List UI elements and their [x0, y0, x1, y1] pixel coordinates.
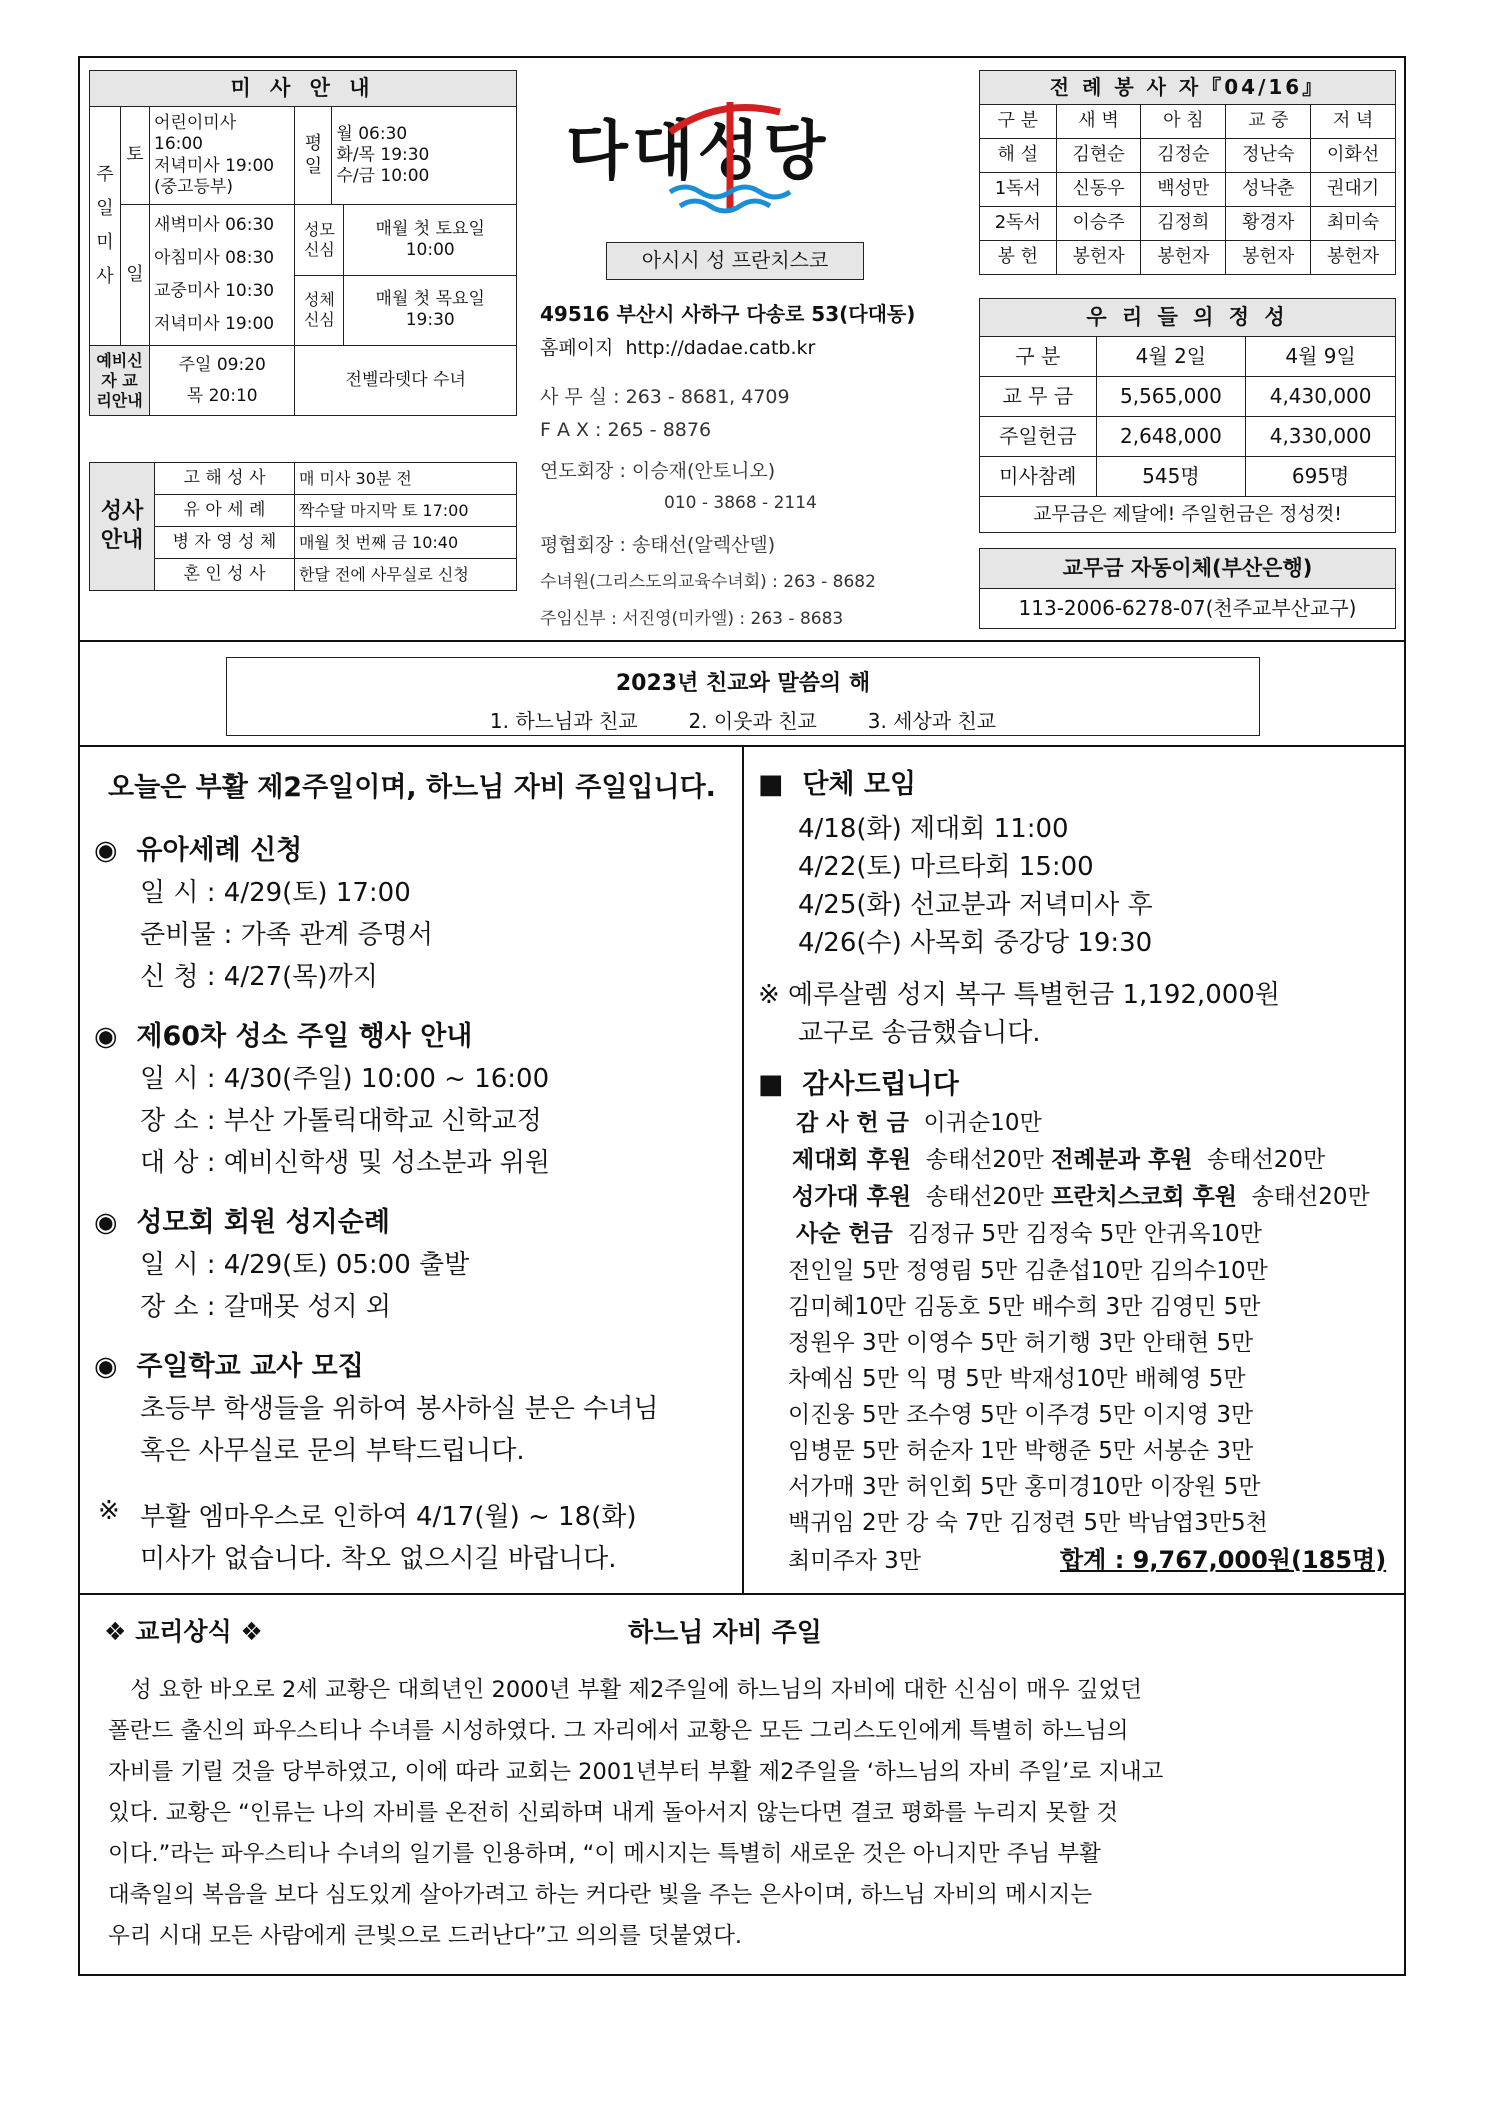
group-item: 4/25(화) 선교분과 저녁미사 후 — [798, 890, 1153, 920]
donor-line: 전인일 5만 정영림 5만 김춘섭10만 김의수10만 — [788, 1258, 1268, 1284]
servers-title: 전 례 봉 사 자『04/16』 — [980, 71, 1396, 105]
sunday-label: 일 — [121, 205, 150, 346]
year-theme-items: 1. 하느님과 친교 2. 이웃과 친교 3. 세상과 친교 — [489, 709, 997, 733]
offerings-header: 4월 9일 — [1246, 337, 1396, 377]
servers-header: 교 중 — [1226, 105, 1311, 139]
group-item: 4/26(수) 사목회 중강당 19:30 — [798, 928, 1153, 958]
mass-info-table — [89, 70, 517, 416]
thanks-row: 감 사 헌 금 이귀순10만 — [796, 1110, 1042, 1136]
convent: 수녀원(그리스도의교육수녀회) : 263 - 8682 — [540, 572, 876, 592]
church-name: 다대성당 — [566, 115, 830, 189]
note-line: 부활 엠마우스로 인하여 4/17(월) ~ 18(화) — [140, 1502, 637, 1532]
servers-header: 저 녁 — [1311, 105, 1396, 139]
patron-saint: 아시시 성 프란치스코 — [606, 242, 864, 280]
catechism-times: 주일 09:20 목 20:10 — [150, 346, 295, 416]
bottom-line: 이다.”라는 파우스티나 수녀의 일기를 인용하며, “이 메시지는 특별히 새로운 것은 아니지만 주님 부활 — [108, 1841, 1101, 1867]
donor-line: 차예심 5만 익 명 5만 박재성10만 배혜영 5만 — [788, 1366, 1246, 1392]
section-line: 대 상 : 예비신학생 및 성소분과 위원 — [140, 1148, 550, 1178]
section-line: 일 시 : 4/29(토) 05:00 출발 — [140, 1250, 470, 1280]
memorial-phone: 010 - 3868 - 2114 — [664, 493, 817, 513]
table-row: 해 설 김현순 김정순 정난숙 이화선 — [980, 139, 1396, 173]
donor-line: 김미혜10만 김동호 5만 배수희 3만 김영민 5만 — [788, 1294, 1261, 1320]
thanks-row: 사순 헌금 김정규 5만 김정숙 5만 안귀옥10만 — [796, 1221, 1262, 1247]
donor-line: 정원우 3만 이영수 5만 허기행 3만 안태현 5만 — [788, 1330, 1254, 1356]
sacrament-time: 매 미사 30분 전 — [294, 463, 516, 495]
table-row: 교 무 금 5,565,000 4,430,000 — [980, 377, 1396, 417]
donor-line: 최미주자 3만 — [788, 1548, 922, 1574]
catechism-label: 예비신자 교리안내 — [90, 346, 150, 416]
sacraments-label: 성사안내 — [90, 463, 155, 591]
donor-line: 백귀임 2만 강 숙 7만 김정련 5만 박남엽3만5천 — [788, 1510, 1268, 1536]
autopay-account: 113-2006-6278-07(천주교부산교구) — [980, 589, 1396, 629]
sacrament-time: 짝수달 마지막 토 17:00 — [294, 495, 516, 527]
servers-table — [979, 70, 1396, 275]
council-head: 평협회장 : 송태선(알렉산델) — [540, 534, 776, 556]
bottom-line: 폴란드 출신의 파우스티나 수녀를 시성하였다. 그 자리에서 교황은 모든 그리스도인에게 특별히 하느님의 — [108, 1718, 1129, 1744]
sacrament-name: 병 자 영 성 체 — [155, 527, 295, 559]
mass-info-title: 미 사 안 내 — [90, 71, 517, 107]
servers-header: 아 침 — [1141, 105, 1226, 139]
sunday-mass-label: 주일미사 — [90, 107, 121, 346]
note-mark: ※ — [98, 1496, 120, 1526]
year-theme-box — [226, 657, 1260, 736]
catechism-teacher: 전벨라뎃다 수녀 — [295, 346, 517, 416]
bottom-line: 대축일의 복음을 보다 심도있게 살아가려고 하는 커다란 빛을 주는 은사이며, 하느님 자비의 메시지는 — [108, 1882, 1093, 1908]
bottom-label: ❖ 교리상식 ❖ — [104, 1617, 263, 1646]
offerings-header: 구 분 — [980, 337, 1097, 377]
weekday-label: 평일 — [295, 107, 332, 205]
section-line: 신 청 : 4/27(목)까지 — [140, 962, 378, 992]
servers-header: 새 벽 — [1056, 105, 1141, 139]
pastor: 주임신부 : 서진영(미카엘) : 263 - 8683 — [540, 609, 844, 629]
sacrament-time: 매월 첫 번째 금 10:40 — [294, 527, 516, 559]
donor-line: 서가매 3만 허인회 5만 홍미경10만 이장원 5만 — [788, 1474, 1261, 1500]
section-title: ◉ 성모회 회원 성지순례 — [94, 1207, 390, 1238]
sacred-body-label: 성체신심 — [295, 275, 344, 345]
section-title: ◉ 주일학교 교사 모집 — [94, 1351, 364, 1382]
section-title: ◉ 유아세례 신청 — [94, 835, 303, 866]
thanks-title: ■ 감사드립니다 — [758, 1069, 959, 1100]
sacred-body-time: 매월 첫 목요일 19:30 — [375, 289, 485, 331]
memorial-head: 연도회장 : 이승재(안토니오) — [540, 460, 776, 482]
headline: 오늘은 부활 제2주일이며, 하느님 자비 주일입니다. — [108, 772, 716, 803]
donor-line: 임병문 5만 허순자 1만 박행준 5만 서봉순 3만 — [788, 1438, 1254, 1464]
autopay-table — [979, 548, 1396, 629]
section-line: 일 시 : 4/30(주일) 10:00 ~ 16:00 — [140, 1064, 550, 1094]
offerings-note: 교무금은 제달에! 주일헌금은 정성껏! — [980, 497, 1396, 533]
offerings-title: 우 리 들 의 정 성 — [980, 299, 1396, 337]
bottom-line: 있다. 교황은 “인류는 나의 자비를 온전히 신뢰하며 내게 돌아서지 않는다면 결코 평화를 누리지 못할 것 — [108, 1800, 1119, 1826]
table-row: 주일헌금 2,648,000 4,330,000 — [980, 417, 1396, 457]
sacrament-name: 고 해 성 사 — [155, 463, 295, 495]
group-item: 4/22(토) 마르타회 15:00 — [798, 852, 1094, 882]
sacrament-name: 유 아 세 례 — [155, 495, 295, 527]
holy-mother-label: 성모신심 — [295, 205, 344, 275]
note-line: 미사가 없습니다. 착오 없으시길 바랍니다. — [140, 1544, 617, 1574]
autopay-title: 교무금 자동이체(부산은행) — [980, 549, 1396, 589]
groups-note: ※ 예루살렘 성지 복구 특별헌금 1,192,000원 — [758, 980, 1280, 1010]
section-line: 장 소 : 부산 가톨릭대학교 신학교정 — [140, 1106, 542, 1136]
offerings-table — [979, 298, 1396, 533]
thanks-row: 성가대 후원 송태선20만 프란치스코회 후원 송태선20만 — [792, 1184, 1370, 1210]
section-line: 준비물 : 가족 관계 증명서 — [140, 920, 433, 950]
sacrament-time: 한달 전에 사무실로 신청 — [294, 559, 516, 591]
bottom-line: 우리 시대 모든 사람에게 큰빛으로 드러난다”고 의의를 덧붙였다. — [108, 1923, 742, 1949]
thanks-row: 제대회 후원 송태선20만 전례분과 후원 송태선20만 — [792, 1147, 1326, 1173]
divider-bottom — [78, 1593, 1406, 1595]
groups-title: ■ 단체 모임 — [758, 769, 917, 800]
servers-header: 구 분 — [980, 105, 1057, 139]
group-item: 4/18(화) 제대회 11:00 — [798, 814, 1069, 844]
table-row: 2독서 이승주 김정희 황경자 최미숙 — [980, 207, 1396, 241]
divider-columns — [742, 745, 744, 1593]
saturday-masses: 어린이미사 16:00 저녁미사 19:00 (중고등부) — [150, 107, 295, 205]
bottom-title: 하느님 자비 주일 — [628, 1618, 822, 1648]
saturday-label: 토 — [121, 107, 150, 205]
holy-mother-time: 매월 첫 토요일 10:00 — [344, 205, 516, 275]
section-title: ◉ 제60차 성소 주일 행사 안내 — [94, 1021, 473, 1052]
donor-line: 이진웅 5만 조수영 5만 이주경 5만 이지영 3만 — [788, 1402, 1254, 1428]
office-phone: 사 무 실 : 263 - 8681, 4709 — [540, 386, 790, 408]
table-row: 미사참례 545명 695명 — [980, 457, 1396, 497]
church-logo — [660, 92, 810, 222]
donation-total: 합계 : 9,767,000원(185명) — [1060, 1546, 1387, 1574]
section-line: 초등부 학생들을 위하여 봉사하실 분은 수녀님 — [140, 1394, 659, 1424]
table-row: 1독서 신동우 백성만 성낙춘 권대기 — [980, 173, 1396, 207]
section-line: 일 시 : 4/29(토) 17:00 — [140, 878, 411, 908]
fax: F A X : 265 - 8876 — [540, 419, 712, 441]
year-theme-title: 2023년 친교와 말씀의 해 — [615, 671, 871, 696]
offerings-header: 4월 2일 — [1096, 337, 1246, 377]
groups-note: 교구로 송금했습니다. — [798, 1018, 1041, 1048]
sacraments-table — [89, 462, 517, 591]
sunday-masses: 새벽미사 06:30 아침미사 08:30 교중미사 10:30 저녁미사 19:00 — [150, 205, 295, 346]
sacrament-name: 혼 인 성 사 — [155, 559, 295, 591]
weekday-masses: 월 06:30 화/목 19:30 수/금 10:00 — [332, 107, 517, 205]
bottom-line: 자비를 기릴 것을 당부하였고, 이에 따라 교회는 2001년부터 부활 제2주일을 ‘하느님의 자비 주일’로 지내고 — [108, 1759, 1164, 1785]
homepage: 홈페이지 http://dadae.catb.kr — [540, 337, 816, 359]
section-line: 장 소 : 갈매못 성지 외 — [140, 1292, 392, 1322]
table-row: 봉 헌 봉헌자 봉헌자 봉헌자 봉헌자 — [980, 241, 1396, 275]
address: 49516 부산시 사하구 다송로 53(다대동) — [540, 302, 916, 326]
bottom-line: 성 요한 바오로 2세 교황은 대희년인 2000년 부활 제2주일에 하느님의 자비에 대한 신심이 매우 깊었던 — [130, 1677, 1142, 1703]
divider-header — [78, 640, 1406, 642]
section-line: 혹은 사무실로 문의 부탁드립니다. — [140, 1436, 525, 1466]
